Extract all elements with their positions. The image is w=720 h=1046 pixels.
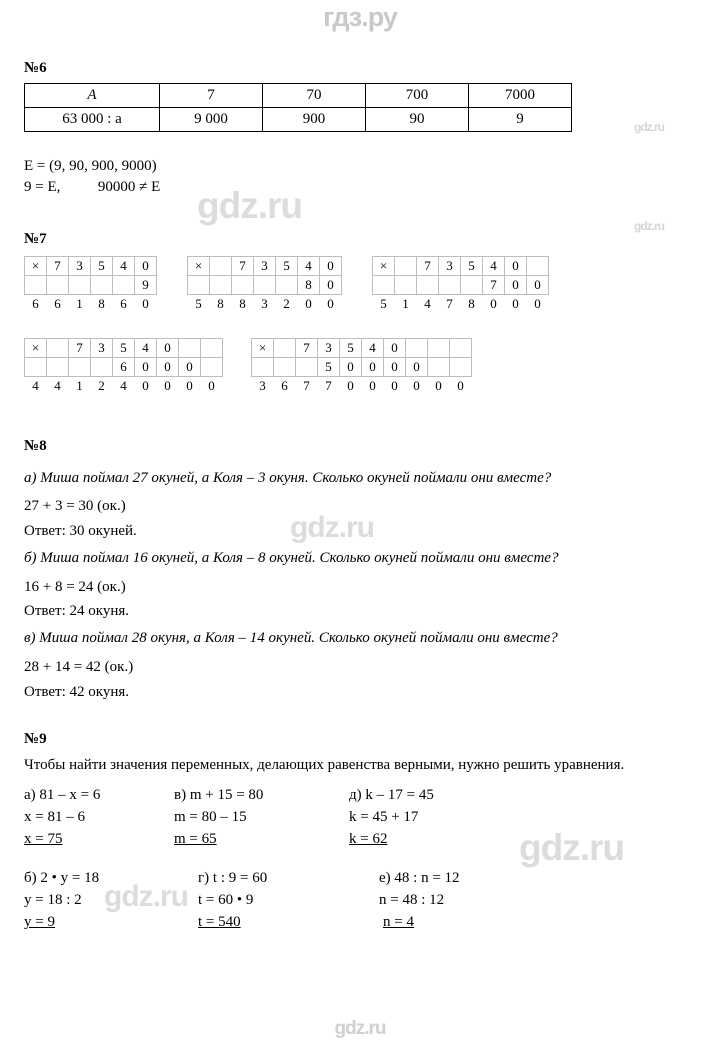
digit-cell [47,275,69,294]
equation-g: г) t : 9 = 60 [198,870,268,887]
digit-cell: 0 [428,376,450,396]
equation-d-result-value: k = 62 [349,830,388,847]
digit-cell: 0 [384,376,406,396]
equation-d-step: k = 45 + 17 [349,808,419,825]
equation-g-result [184,912,369,934]
task-8-problem-b: б) Миша поймал 16 окуней, а Коля – 8 окуней. Сколько окуней поймали они вместе? [24,549,559,566]
multiplication-grid [24,256,157,314]
multiplication-grid [24,338,223,396]
digit-cell: 0 [157,338,179,357]
equation-b-step: y = 18 : 2 [24,892,82,908]
task-7-row-1 [24,256,696,314]
digit-cell: 7 [318,376,340,396]
table-row [25,357,223,376]
equation-e-result-value: n = 4 [383,913,414,930]
table-cell: A [25,84,160,108]
task-8-solution-b: 16 + 8 = 24 (ок.) [24,578,126,595]
digit-cell [276,275,298,294]
digit-cell: 5 [461,256,483,275]
digit-cell: 0 [505,256,527,275]
digit-cell: 5 [276,256,298,275]
digit-cell [274,357,296,376]
digit-cell [461,275,483,294]
digit-cell: 0 [505,294,527,314]
digit-cell: 0 [340,357,362,376]
digit-cell: 4 [113,376,135,396]
document-content [24,0,696,934]
digit-cell: 3 [91,338,113,357]
digit-cell: 7 [47,256,69,275]
digit-cell: 6 [25,294,47,314]
digit-cell: 0 [135,256,157,275]
digit-cell: 0 [179,376,201,396]
task-6-table [24,83,572,132]
digit-cell: 0 [450,376,472,396]
table-cell: 9 [469,108,572,132]
digit-cell [25,357,47,376]
digit-cell: 0 [362,357,384,376]
digit-cell: 5 [91,256,113,275]
table-row [25,294,157,314]
equation-e-result [369,912,569,934]
digit-cell [91,275,113,294]
task-8-problem-a: а) Миша поймал 27 окуней, а Коля – 3 окуня. Сколько окуней поймали они вместе? [24,469,552,486]
digit-cell: 7 [417,256,439,275]
table-cell: 700 [366,84,469,108]
digit-cell [47,338,69,357]
table-row [188,256,342,275]
digit-cell: 0 [135,357,157,376]
table-row [25,256,157,275]
multiplication-grid [372,256,549,314]
table-row [25,338,223,357]
digit-cell [69,357,91,376]
task-6-line-2: 9 = E, 90000 ≠ E [24,178,161,195]
equation-b: б) 2 • y = 18 [24,870,100,887]
multiplication-column [24,256,157,314]
digit-cell [113,275,135,294]
digit-cell: 6 [113,357,135,376]
digit-cell: 5 [188,294,210,314]
digit-cell [201,338,223,357]
equation-a: а) 81 – x = 6 [24,787,101,803]
digit-cell: 3 [69,256,91,275]
multiplication-column [187,256,342,314]
equation-v-step: m = 80 – 15 [174,808,247,825]
digit-cell: 4 [47,376,69,396]
watermark-logo: гдз.ру [323,2,397,32]
digit-cell: 0 [157,357,179,376]
table-row [25,376,223,396]
table-row [188,275,342,294]
equation-b-result [24,912,184,934]
digit-cell: 7 [69,338,91,357]
task-8-solution-v: 28 + 14 = 42 (ок.) [24,658,134,675]
digit-cell [428,338,450,357]
digit-cell [69,275,91,294]
digit-cell: 0 [406,376,428,396]
table-cell: 70 [263,84,366,108]
digit-cell: 4 [362,338,384,357]
table-row [188,294,342,314]
digit-cell: 9 [135,275,157,294]
equation-v-result [174,829,349,851]
digit-cell [439,275,461,294]
digit-cell: 5 [373,294,395,314]
digit-cell: 0 [320,275,342,294]
table-row [373,294,549,314]
equation-g-result-value: t = 540 [198,913,241,930]
table-row [373,275,549,294]
digit-cell: 2 [276,294,298,314]
digit-cell [25,275,47,294]
digit-cell: 0 [320,256,342,275]
digit-cell [428,357,450,376]
multiplication-grid [187,256,342,314]
digit-cell: 0 [179,357,201,376]
watermark: gdz.ru [634,120,664,134]
digit-cell [201,357,223,376]
digit-cell [395,275,417,294]
multiply-icon: × [188,256,210,275]
table-row [252,357,472,376]
digit-cell: 6 [274,376,296,396]
equation-g-step: t = 60 • 9 [198,892,254,908]
digit-cell [373,275,395,294]
digit-cell: 0 [384,338,406,357]
task-6-line-1: E = (9, 90, 900, 9000) [24,158,157,174]
multiply-icon: × [252,338,274,357]
digit-cell: 0 [527,294,549,314]
table-row [252,376,472,396]
multiply-icon: × [25,256,47,275]
digit-cell [210,275,232,294]
task-9-intro: Чтобы найти значения переменных, делающих равенства верными, нужно решить уравнения. [24,757,625,774]
equation-b-result-value: y = 9 [24,913,55,930]
digit-cell [179,338,201,357]
task-9-number: №9 [24,731,47,748]
digit-cell: 8 [91,294,113,314]
task-8-problem-v: в) Миша поймал 28 окуня, а Коля – 14 окуней. Сколько окуней поймали они вместе? [24,630,558,646]
digit-cell: 4 [483,256,505,275]
digit-cell [252,357,274,376]
watermark: gdz.ru [290,511,374,544]
task-8-solution-a: 27 + 3 = 30 (ок.) [24,498,126,515]
table-row [25,84,572,108]
table-cell: 9 000 [160,108,263,132]
digit-cell: 4 [135,338,157,357]
digit-cell: 0 [320,294,342,314]
digit-cell: 4 [417,294,439,314]
digit-cell: 7 [232,256,254,275]
digit-cell: 5 [318,357,340,376]
digit-cell: 0 [135,294,157,314]
digit-cell: 5 [340,338,362,357]
digit-cell: 8 [461,294,483,314]
digit-cell: 0 [406,357,428,376]
task-9-equations-group-1 [24,785,696,850]
digit-cell [91,357,113,376]
multiply-icon: × [373,256,395,275]
digit-cell: 0 [384,357,406,376]
equation-d-result [349,829,549,851]
digit-cell: 0 [483,294,505,314]
digit-cell [232,275,254,294]
table-cell: 63 000 : a [25,108,160,132]
task-9-equations-group-2 [24,868,696,933]
equation-e-step: n = 48 : 12 [379,892,445,908]
task-7-number: №7 [24,230,47,247]
multiply-icon: × [25,338,47,357]
multiplication-column [372,256,549,314]
watermark: gdz.ru [634,219,664,233]
digit-cell: 0 [505,275,527,294]
digit-cell: 8 [210,294,232,314]
digit-cell: 7 [483,275,505,294]
task-8-answer-a: Ответ: 30 окуней. [24,523,137,539]
digit-cell: 8 [298,275,320,294]
digit-cell [417,275,439,294]
equation-a-result-value: x = 75 [24,830,63,847]
digit-cell: 4 [298,256,320,275]
equation-d: д) k – 17 = 45 [349,787,434,803]
watermark: gdz.ru [334,1018,386,1039]
digit-cell [274,338,296,357]
digit-cell: 0 [298,294,320,314]
digit-cell [406,338,428,357]
digit-cell: 1 [395,294,417,314]
table-row [373,256,549,275]
multiplication-grid [251,338,472,396]
digit-cell [450,338,472,357]
digit-cell: 2 [91,376,113,396]
task-7-row-2 [24,338,696,396]
digit-cell: 8 [232,294,254,314]
digit-cell: 3 [254,294,276,314]
digit-cell: 3 [254,256,276,275]
watermark: gdz.ru [104,880,188,913]
digit-cell: 3 [252,376,274,396]
digit-cell: 5 [113,338,135,357]
equation-a-step: x = 81 – 6 [24,808,85,825]
equation-v: в) m + 15 = 80 [174,787,264,803]
digit-cell: 1 [69,294,91,314]
digit-cell: 7 [296,376,318,396]
digit-cell [254,275,276,294]
digit-cell [210,256,232,275]
watermark: gdz.ru [519,827,624,868]
digit-cell: 1 [69,376,91,396]
multiplication-column [24,338,223,396]
table-cell: 90 [366,108,469,132]
digit-cell: 3 [318,338,340,357]
digit-cell: 0 [201,376,223,396]
digit-cell: 4 [113,256,135,275]
digit-cell [450,357,472,376]
digit-cell: 0 [362,376,384,396]
digit-cell [188,275,210,294]
task-8-answer-b: Ответ: 24 окуня. [24,603,130,620]
digit-cell: 4 [25,376,47,396]
digit-cell: 0 [157,376,179,396]
digit-cell: 0 [527,275,549,294]
digit-cell: 3 [439,256,461,275]
digit-cell [527,256,549,275]
digit-cell: 7 [439,294,461,314]
equation-a-result [24,829,174,851]
equation-v-result-value: m = 65 [174,830,217,847]
equation-e: е) 48 : n = 12 [379,870,460,887]
table-row [252,338,472,357]
table-cell: 900 [263,108,366,132]
table-row [25,275,157,294]
digit-cell: 6 [47,294,69,314]
digit-cell [47,357,69,376]
table-cell: 7 [160,84,263,108]
digit-cell [296,357,318,376]
task-6-number: №6 [24,60,47,76]
task-8-answer-v: Ответ: 42 окуня. [24,683,130,700]
digit-cell [395,256,417,275]
digit-cell: 0 [135,376,157,396]
task-8-number: №8 [24,437,47,454]
watermark: gdz.ru [197,185,302,226]
digit-cell: 6 [113,294,135,314]
table-row [25,108,572,132]
digit-cell: 7 [296,338,318,357]
table-cell: 7000 [469,84,572,108]
digit-cell: 0 [340,376,362,396]
multiplication-column [251,338,472,396]
